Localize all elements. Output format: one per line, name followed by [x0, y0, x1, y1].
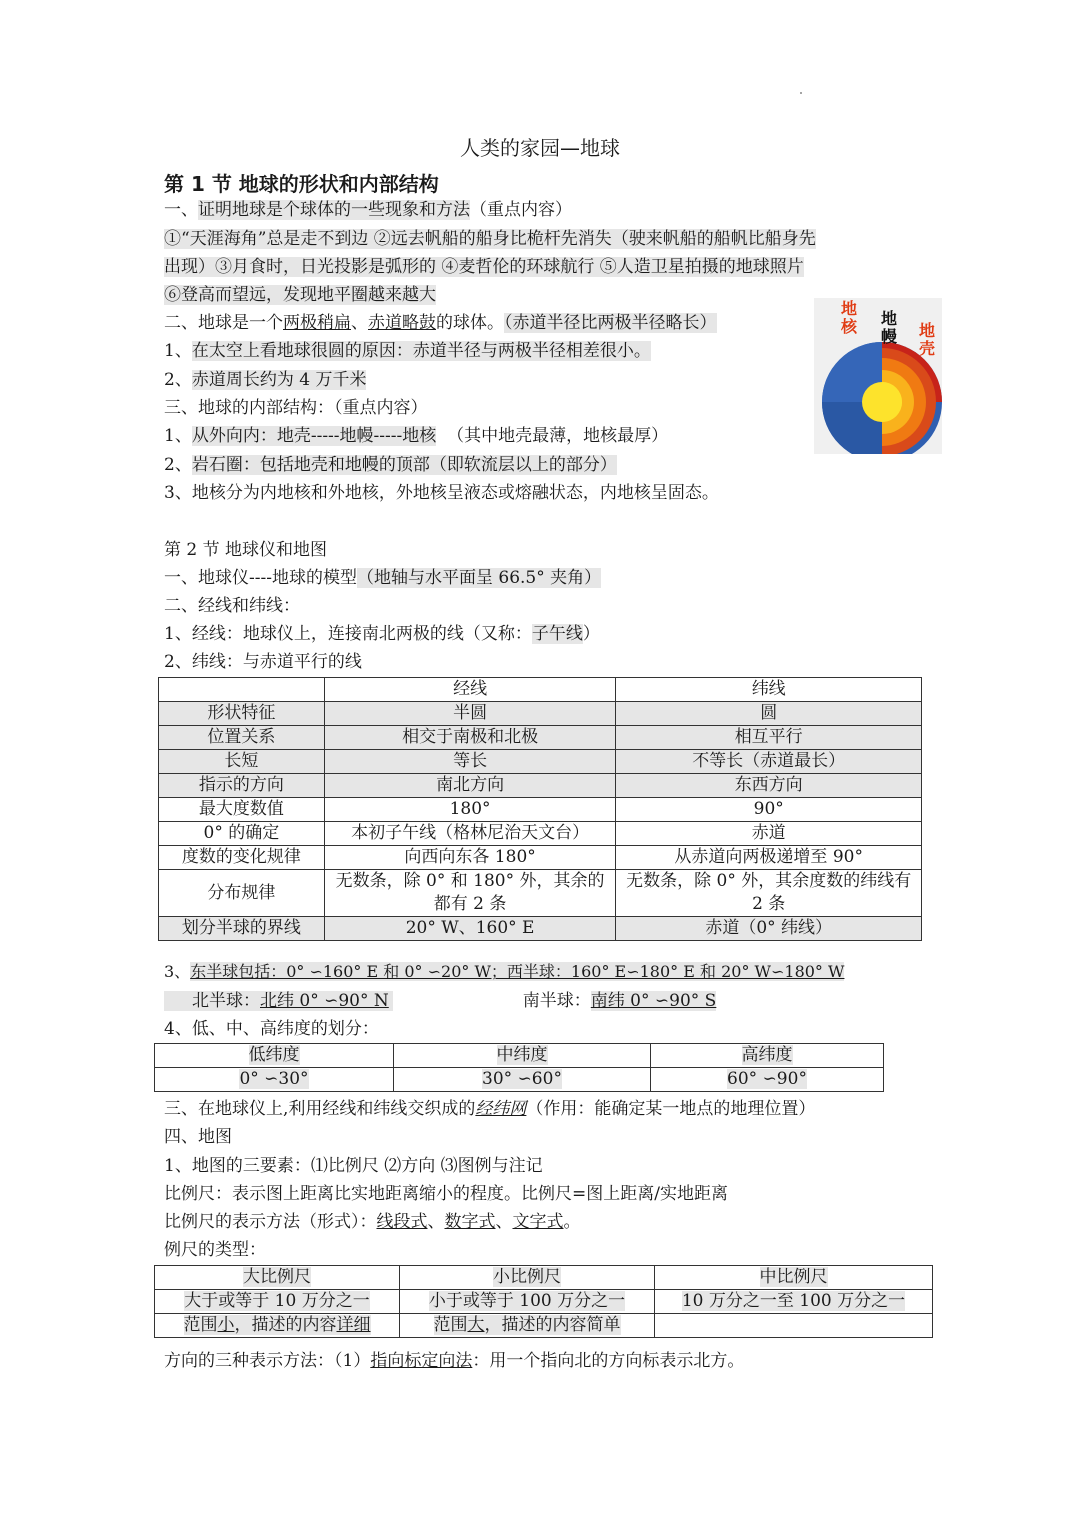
s1-line-10: 2、岩石圈：包括地壳和地幔的顶部（即软流层以上的部分）: [164, 455, 617, 475]
table-cell: 分布规律: [159, 870, 325, 917]
graticule-line: 三、在地球仪上,利用经线和纬线交织成的经纬网（作用：能确定某一地点的地理位置）: [164, 1099, 816, 1119]
s1-line-7: 2、赤道周长约为 4 万千米: [164, 370, 367, 390]
latitude-division-heading: 4、低、中、高纬度的划分：: [164, 1019, 379, 1039]
table-cell: 60° ∽90°: [651, 1068, 884, 1092]
table-cell: 不等长（赤道最长）: [616, 750, 922, 774]
table-cell: 本初子午线（格林尼治天文台）: [324, 822, 616, 846]
table-cell: 等长: [324, 750, 616, 774]
s1-line-2: ①“天涯海角”总是走不到边 ②远去帆船的船身比桅杆先消失（驶来帆船的船帆比船身先: [164, 229, 816, 249]
latitude-table: [154, 1043, 884, 1092]
earth-structure-figure: [814, 298, 942, 454]
table-cell: 10 万分之一至 100 万分之一: [655, 1290, 933, 1314]
table-cell: 20° W、160° E: [324, 917, 616, 941]
direction-line: 方向的三种表示方法：（1）指向标定向法：用一个指向北的方向标表示北方。: [164, 1351, 745, 1371]
table-cell: 相交于南极和北极: [324, 726, 616, 750]
table-cell: 划分半球的界线: [159, 917, 325, 941]
s1-line-1: 一、证明地球是个球体的一些现象和方法（重点内容）: [164, 200, 572, 220]
section-1-heading: 第 1 节 地球的形状和内部结构: [164, 172, 439, 196]
table-cell: 无数条，除 0° 和 180° 外，其余的都有 2 条: [324, 870, 616, 917]
table-cell: [655, 1314, 933, 1338]
table-cell: 高纬度: [651, 1044, 884, 1068]
section-2-heading: 第 2 节 地球仪和地图: [164, 540, 328, 560]
table-header-row: [159, 678, 922, 702]
table-row: [159, 798, 922, 822]
table-cell: 度数的变化规律: [159, 846, 325, 870]
table-cell: 经线: [324, 678, 616, 702]
s1-line-11: 3、地核分为内地核和外地核，外地核呈液态或熔融状态，内地核呈固态。: [164, 483, 719, 503]
inner-core-top: [862, 382, 902, 422]
table-cell: 30° ∽60°: [394, 1068, 651, 1092]
table-row: [159, 917, 922, 941]
table-cell: 最大度数值: [159, 798, 325, 822]
table-cell: 低纬度: [155, 1044, 394, 1068]
map-heading: 四、地图: [164, 1127, 232, 1147]
table-cell: 南北方向: [324, 774, 616, 798]
table-cell: 圆: [616, 702, 922, 726]
table-cell: 位置关系: [159, 726, 325, 750]
table-row: [155, 1314, 933, 1338]
scan-speck: [800, 92, 802, 94]
table-cell: 纬线: [616, 678, 922, 702]
page-title: 人类的家园—地球: [460, 136, 620, 160]
table-row: [159, 846, 922, 870]
table-cell: 相互平行: [616, 726, 922, 750]
map-line-3: 比例尺的表示方法（形式）：线段式、数字式、文字式。: [164, 1212, 581, 1232]
scale-table: [154, 1265, 933, 1338]
s1-line-6: 1、在太空上看地球很圆的原因：赤道半径与两极半径相差很小。: [164, 341, 651, 361]
table-cell: 小比例尺: [400, 1266, 655, 1290]
label-mantle: 地幔: [880, 309, 897, 346]
s1-line-8: 三、地球的内部结构：（重点内容）: [164, 398, 428, 418]
s2-line-1: 一、地球仪----地球的模型（地轴与水平面呈 66.5° 夹角）: [164, 568, 602, 588]
table-cell: 半圆: [324, 702, 616, 726]
table-cell: 小于或等于 100 万分之一: [400, 1290, 655, 1314]
s1-line-3: 出现）③月食时，日光投影是弧形的 ④麦哲伦的环球航行 ⑤人造卫星拍摄的地球照片: [164, 257, 804, 277]
table-header-row: [155, 1266, 933, 1290]
table-header-row: [155, 1044, 884, 1068]
table-row: [159, 822, 922, 846]
table-cell: 从赤道向两极递增至 90°: [616, 846, 922, 870]
table-row: [159, 726, 922, 750]
table-cell: 中比例尺: [655, 1266, 933, 1290]
map-line-2: 比例尺：表示图上距离比实地距离缩小的程度。比例尺=图上距离/实地距离: [164, 1184, 728, 1204]
table-cell: 赤道（0° 纬线）: [616, 917, 922, 941]
s2-line-4: 2、纬线：与赤道平行的线: [164, 652, 362, 672]
table-cell: 大比例尺: [155, 1266, 400, 1290]
hemisphere-line-1: 3、东半球包括：0° ∽160° E 和 0° ∽20° W；西半球：160° E∽180° E 和 20° W∽180° W: [164, 962, 845, 981]
table-row: [159, 774, 922, 798]
table-row: [159, 870, 922, 917]
table-cell: 范围大，描述的内容简单: [400, 1314, 655, 1338]
table-cell: 90°: [616, 798, 922, 822]
table-row: [159, 702, 922, 726]
map-line-1: 1、地图的三要素：⑴比例尺 ⑵方向 ⑶图例与注记: [164, 1156, 543, 1176]
meridian-parallel-table: [158, 677, 922, 941]
s1-line-4: ⑥登高而望远，发现地平圈越来越大: [164, 285, 436, 305]
table-cell: 0° 的确定: [159, 822, 325, 846]
table-cell: 180°: [324, 798, 616, 822]
table-cell: 中纬度: [394, 1044, 651, 1068]
s1-line-5: 二、地球是一个两极稍扁、赤道略鼓的球体。（赤道半径比两极半径略长）: [164, 313, 717, 333]
table-row: [155, 1068, 884, 1092]
table-cell: 东西方向: [616, 774, 922, 798]
table-cell: 范围小，描述的内容详细: [155, 1314, 400, 1338]
table-row: [155, 1290, 933, 1314]
table-cell: 指示的方向: [159, 774, 325, 798]
label-crust: 地壳: [918, 321, 935, 358]
map-line-4: 例尺的类型：: [164, 1240, 266, 1260]
table-cell: 无数条，除 0° 外，其余度数的纬线有 2 条: [616, 870, 922, 917]
table-cell: [159, 678, 325, 702]
table-cell: 形状特征: [159, 702, 325, 726]
table-cell: 赤道: [616, 822, 922, 846]
table-cell: 0° ∽30°: [155, 1068, 394, 1092]
s2-line-2: 二、经线和纬线：: [164, 596, 300, 616]
table-cell: 向西向东各 180°: [324, 846, 616, 870]
table-cell: 长短: [159, 750, 325, 774]
label-core: 地核: [840, 299, 857, 336]
table-row: [159, 750, 922, 774]
table-cell: 大于或等于 10 万分之一: [155, 1290, 400, 1314]
s2-line-3: 1、经线：地球仪上，连接南北两极的线（又称：子午线）: [164, 624, 600, 644]
s1-line-9: 1、从外向内：地壳-----地幔-----地核 （其中地壳最薄，地核最厚）: [164, 426, 669, 446]
hemisphere-line-2: 北半球：北纬 0° ∽90° N 南半球：南纬 0° ∽90° S: [164, 989, 716, 1013]
